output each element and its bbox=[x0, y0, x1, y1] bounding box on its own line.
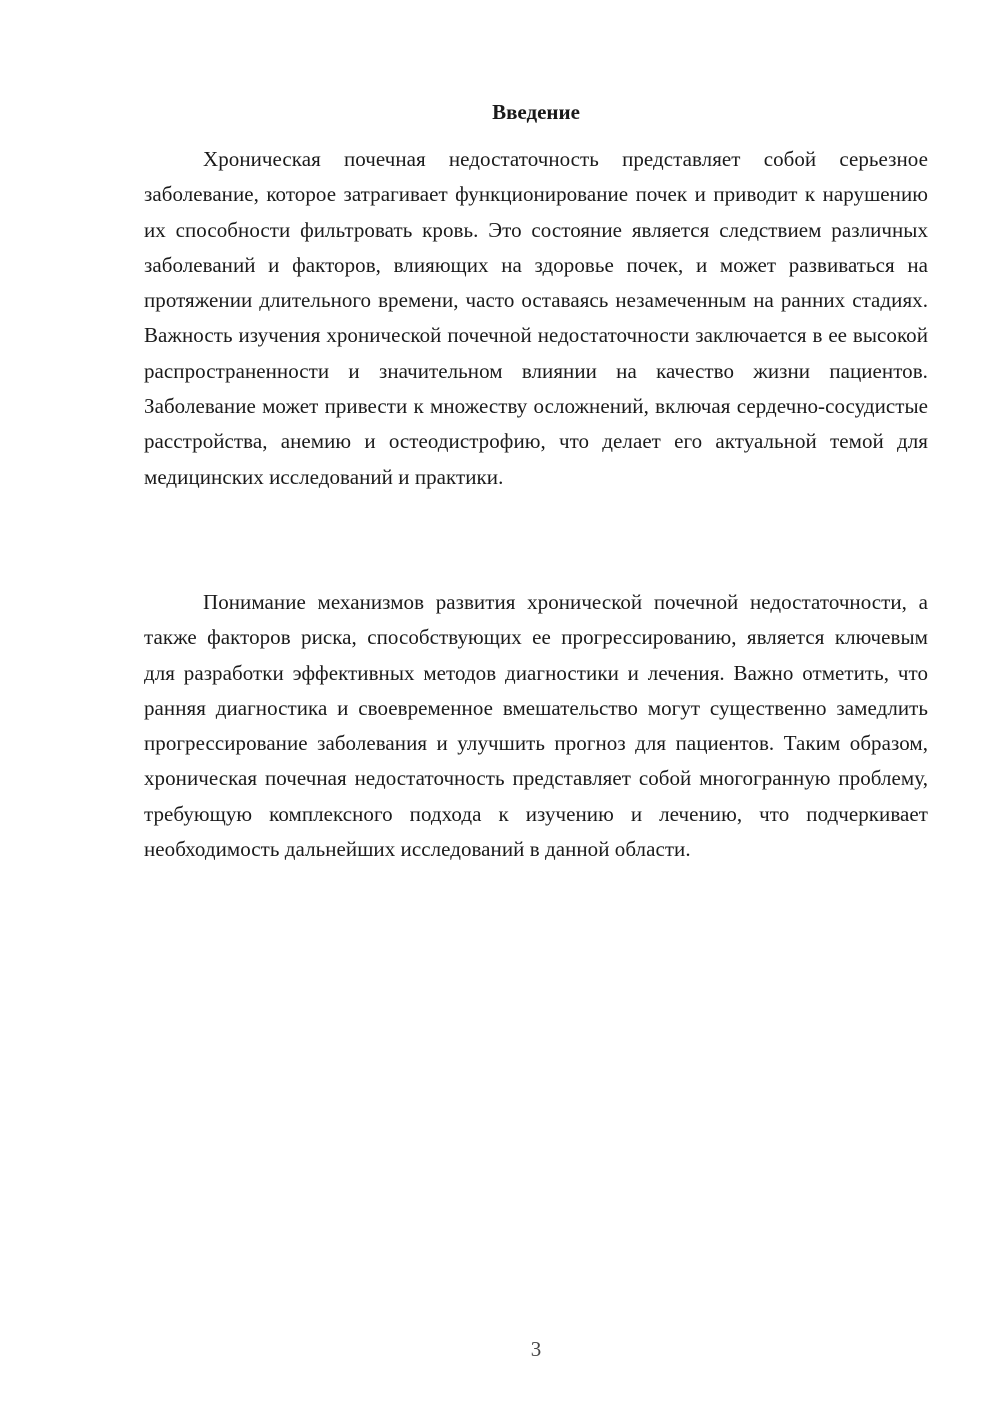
page-number: 3 bbox=[530, 1337, 542, 1361]
paragraph-mechanisms: Понимание механизмов развития хронической почечной недостаточности, а также факторов риска, способствующих ее прогрессированию, является ключевым для разработки эффективных методов диагностики и лечения. Важно отметить, что ранняя диагностика и своевременное вмешательство могут существенно замедлить прогрессирование заболевания и улучшить прогноз для пациентов. Таким образом, хроническая почечная недостаточность представляет собой многогранную проблему, требующую комплексного подхода к изучению и лечению, что подчеркивает необходимость дальнейших исследований в данной области. bbox=[144, 590, 928, 862]
section-heading: Введение bbox=[492, 100, 580, 124]
paragraph-intro: Хроническая почечная недостаточность представляет собой серьезное заболевание, которое затрагивает функционирование почек и приводит к нарушению их способности фильтровать кровь. Это состояние является следствием различных заболеваний и факторов, влияющих на здоровье почек, и может развиваться на протяжении длительного времени, часто оставаясь незамеченным на ранних стадиях. Важность изучения хронической почечной недостаточности заключается в ее высокой распространенности и значительном влиянии на качество жизни пациентов. Заболевание может привести к множеству осложнений, включая сердечно-сосудистые расстройства, анемию и остеодистрофию, что делает его актуальной темой для медицинских исследований и практики. bbox=[144, 147, 928, 489]
